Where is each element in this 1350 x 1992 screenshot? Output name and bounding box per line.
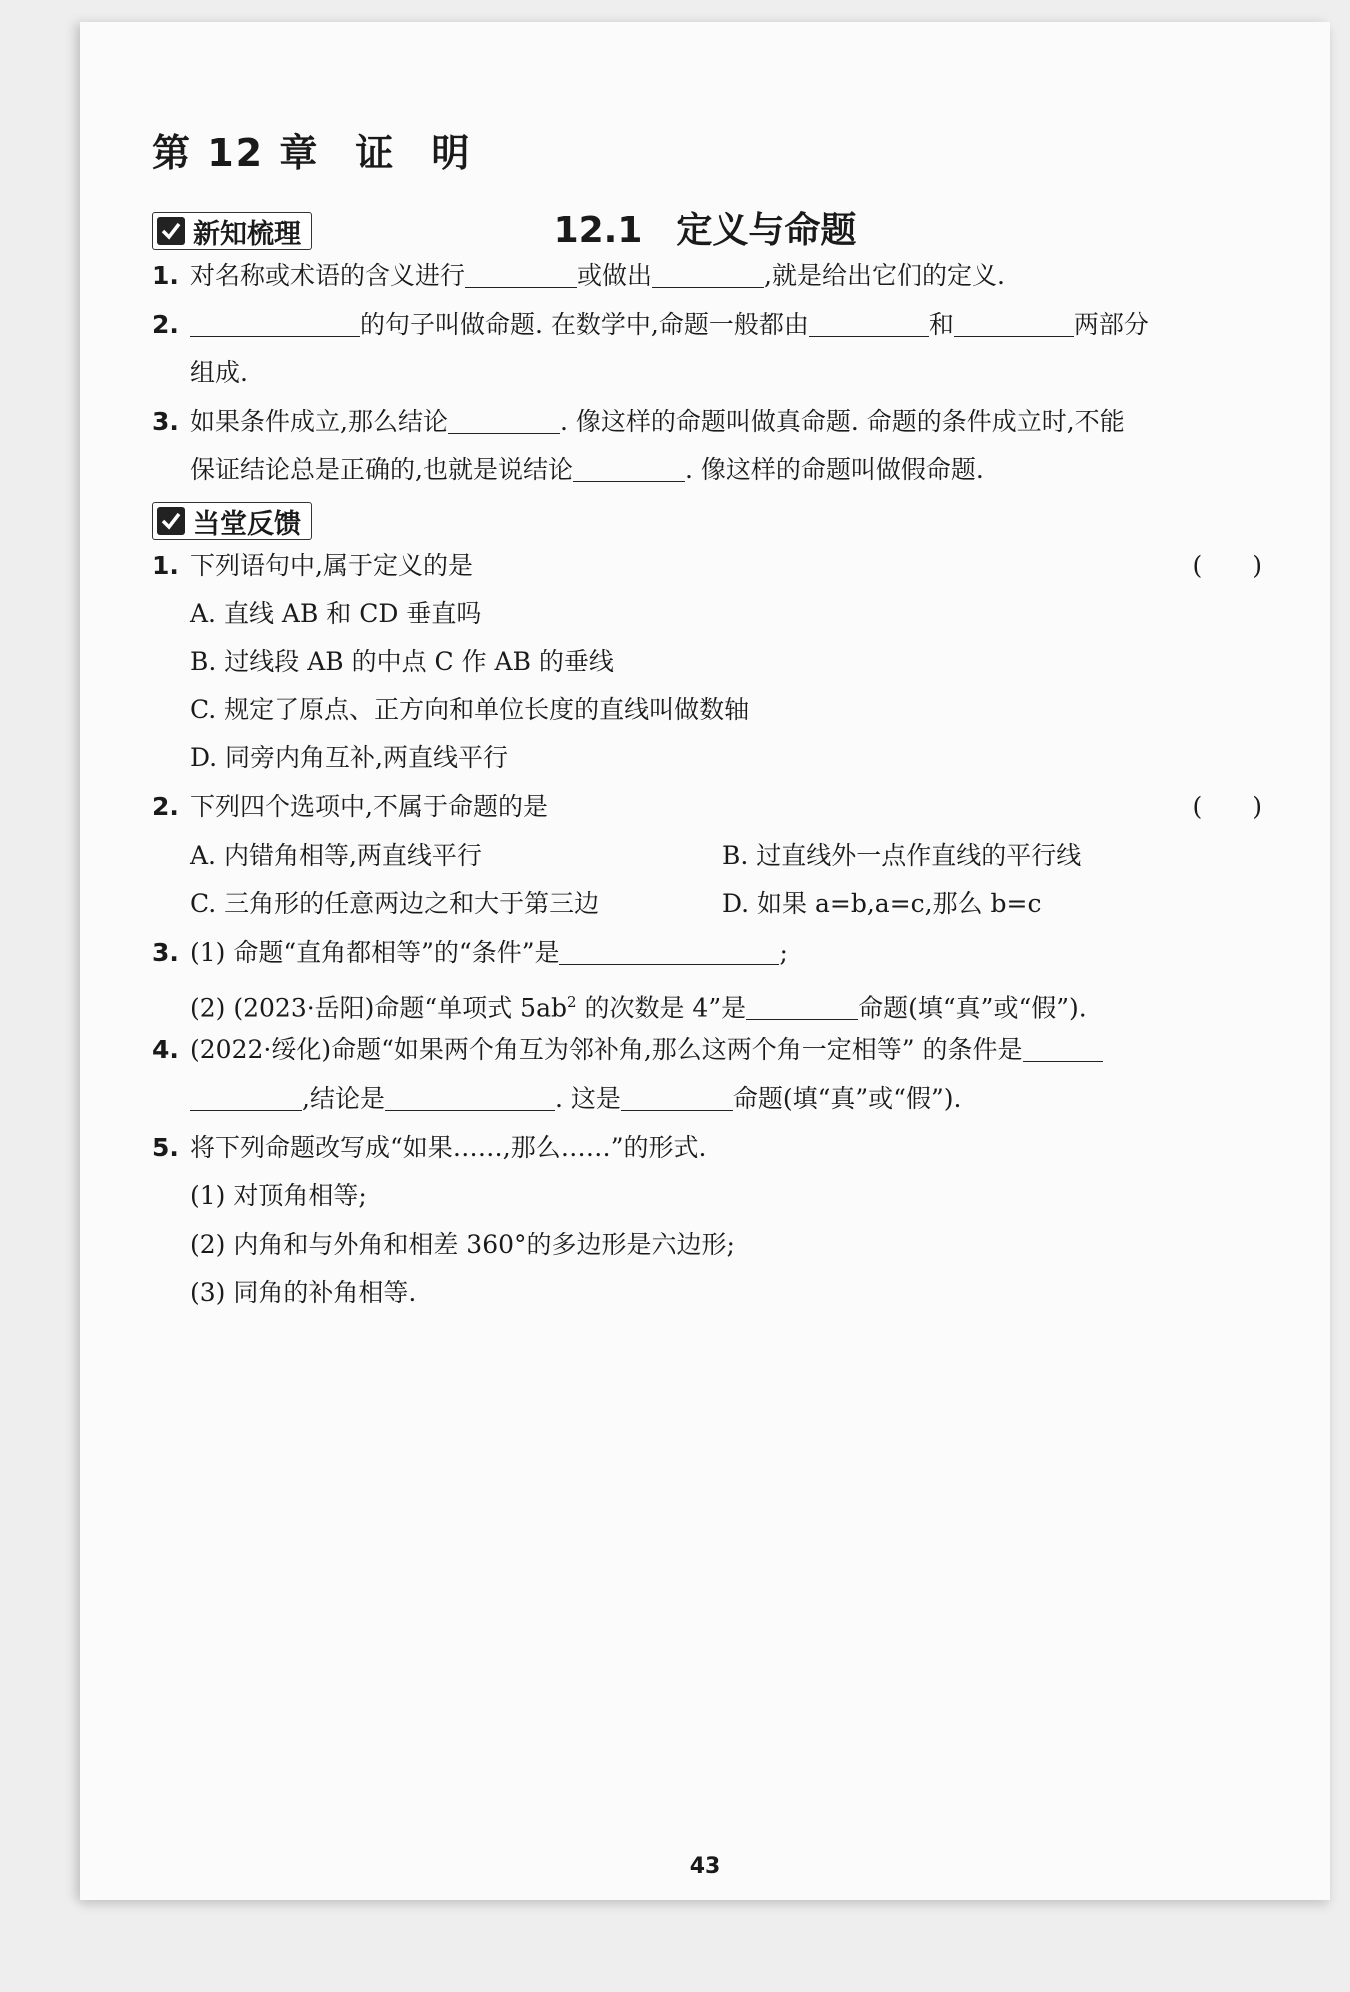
question-1: 1. 下列语句中,属于定义的是 ( ) bbox=[152, 548, 1262, 584]
q2-option-c[interactable]: C. 三角形的任意两边之和大于第三边 bbox=[190, 889, 600, 918]
q1-option-a[interactable]: A. 直线 AB 和 CD 垂直吗 bbox=[190, 599, 482, 628]
q1-option-d[interactable]: D. 同旁内角互补,两直线平行 bbox=[190, 743, 508, 772]
section-title: 定义与命题 bbox=[676, 210, 857, 251]
checkmark-icon bbox=[157, 217, 185, 245]
chapter-title-a: 证 bbox=[355, 131, 396, 175]
q5-sub-2: (2) 内角和与外角和相差 360°的多边形是六边形; bbox=[190, 1230, 735, 1259]
fill-blank[interactable] bbox=[559, 938, 779, 965]
q2-option-b[interactable]: B. 过直线外一点作直线的平行线 bbox=[722, 841, 1082, 870]
fill-blank[interactable] bbox=[573, 455, 685, 482]
q1-option-c[interactable]: C. 规定了原点、正方向和单位长度的直线叫做数轴 bbox=[190, 695, 750, 724]
badge-new-knowledge bbox=[152, 212, 312, 250]
question-2: 2. 下列四个选项中,不属于命题的是 ( ) bbox=[152, 789, 1262, 825]
question-4: 4. (2022·绥化)命题“如果两个角互为邻补角,那么这两个角一定相等” 的条件是 bbox=[152, 1032, 1262, 1068]
question-5: 5. 将下列命题改写成“如果……,那么……”的形式. bbox=[152, 1133, 707, 1162]
q2-options-row-1 bbox=[152, 838, 1300, 874]
knowledge-item-3-cont: 保证结论总是正确的,也就是说结论 . 像这样的命题叫做假命题. bbox=[190, 455, 984, 484]
question-3-part-2: (2) (2023·岳阳)命题“单项式 $5ab^2$ 的次数是 4”是 命题(填“真”或“假”). bbox=[190, 993, 1087, 1023]
fill-blank[interactable] bbox=[190, 310, 360, 337]
q2-option-a[interactable]: A. 内错角相等,两直线平行 bbox=[190, 841, 482, 870]
fill-blank[interactable] bbox=[954, 310, 1074, 337]
fill-blank[interactable] bbox=[809, 310, 929, 337]
fill-blank[interactable] bbox=[190, 1084, 302, 1111]
badge-label: 当堂反馈 bbox=[193, 508, 301, 540]
section-number: 12.1 bbox=[553, 210, 643, 251]
fill-blank[interactable] bbox=[652, 261, 764, 288]
worksheet-page bbox=[80, 22, 1330, 1900]
fill-blank[interactable] bbox=[385, 1084, 555, 1111]
fill-blank[interactable] bbox=[1023, 1035, 1103, 1062]
badge-label: 新知梳理 bbox=[193, 218, 301, 250]
badge-class-feedback bbox=[152, 502, 312, 540]
chapter-number: 第 12 章 bbox=[152, 131, 320, 175]
chapter-title-b: 明 bbox=[431, 131, 472, 175]
fill-blank[interactable] bbox=[465, 261, 577, 288]
knowledge-item-1: 1. 对名称或术语的含义进行 或做出 ,就是给出它们的定义. bbox=[152, 261, 1005, 290]
q2-options-row-2 bbox=[152, 886, 1300, 922]
fill-blank[interactable] bbox=[746, 993, 858, 1020]
knowledge-item-3: 3. 如果条件成立,那么结论 . 像这样的命题叫做真命题. 命题的条件成立时,不能 bbox=[152, 407, 1125, 436]
question-3: 3. (1) 命题“直角都相等”的“条件”是 ; bbox=[152, 938, 788, 967]
chapter-heading bbox=[152, 122, 471, 177]
q5-sub-3: (3) 同角的补角相等. bbox=[190, 1278, 417, 1307]
knowledge-item-2: 2. 的句子叫做命题. 在数学中,命题一般都由 和 两部分 bbox=[152, 310, 1149, 339]
page-number: 43 bbox=[689, 1854, 721, 1879]
answer-bracket[interactable]: ( ) bbox=[1192, 551, 1262, 580]
q5-sub-1: (1) 对顶角相等; bbox=[190, 1181, 367, 1210]
answer-bracket[interactable]: ( ) bbox=[1192, 792, 1262, 821]
fill-blank[interactable] bbox=[448, 407, 560, 434]
q2-option-d[interactable]: D. 如果 a=b,a=c,那么 b=c bbox=[722, 889, 1042, 918]
knowledge-item-2-cont: 组成. bbox=[190, 358, 248, 387]
checkmark-icon bbox=[157, 507, 185, 535]
question-4-cont: ,结论是 . 这是 命题(填“真”或“假”). bbox=[152, 1081, 1300, 1117]
q1-option-b[interactable]: B. 过线段 AB 的中点 C 作 AB 的垂线 bbox=[190, 647, 614, 676]
fill-blank[interactable] bbox=[621, 1084, 733, 1111]
